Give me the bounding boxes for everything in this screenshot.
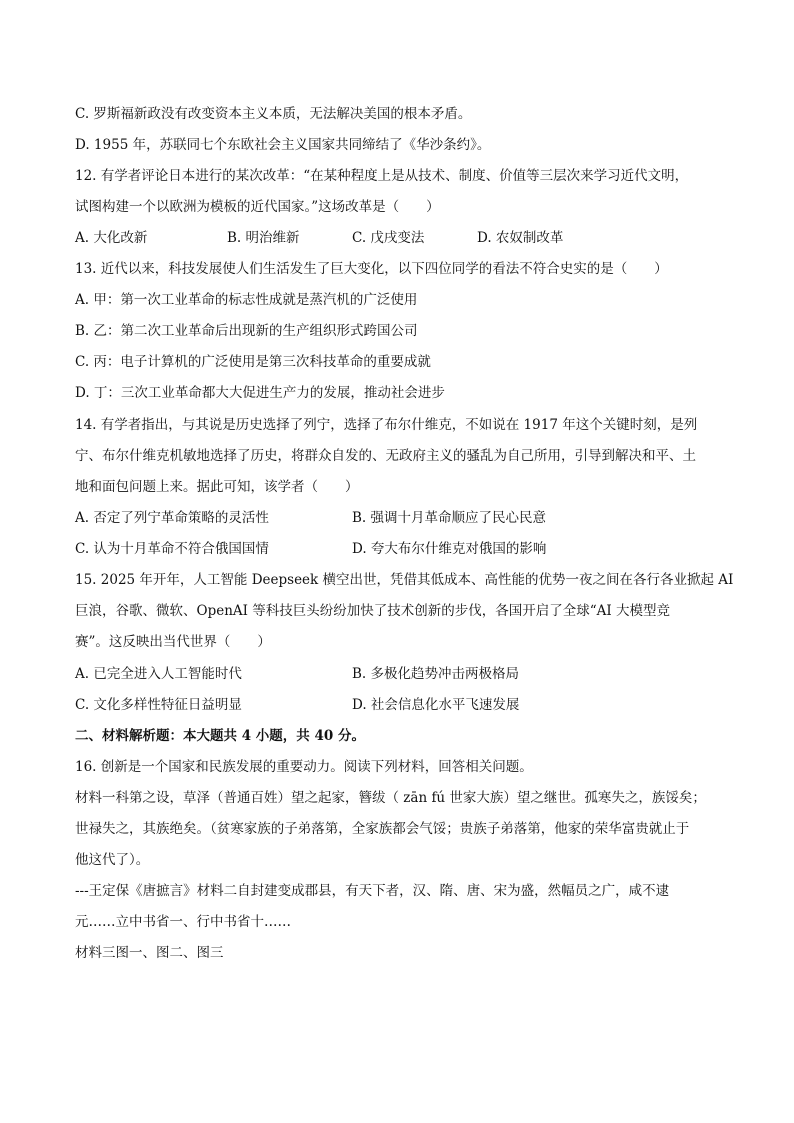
q15-stem-line1: 15. 2025 年开年，人工智能 Deepseek 横空出世，凭借其低成本、高性能的优势一夜之间在各行各业掀起 AI [75, 572, 734, 588]
q12-option-d: D. 农奴制改革 [477, 230, 564, 246]
q12-stem-line1: 12. 有学者评论日本进行的某次改革：“在某种程度上是从技术、制度、价值等三层次来学习近代文明， [75, 168, 689, 184]
q15-stem-line3: 赛”。这反映出当代世界（ ） [75, 634, 271, 650]
q16-material2-line1: ---王定保《唐摭言》材料二自封建变成郡县，有天下者，汉、隋、唐、宋为盛，然幅员之广，咸不逮 [75, 883, 670, 899]
q16-material1-line2: 世禄失之，其族绝矣。（贫寒家族的子弟落第，全家族都会气馁；贵族子弟落第，他家的荣华富贵就止于 [75, 821, 690, 837]
q15-option-a: A. 已完全进入人工智能时代 [75, 666, 242, 682]
q14-option-d: D. 夸大布尔什维克对俄国的影响 [352, 541, 547, 557]
q16-material1-line3: 他这代了）。 [75, 852, 150, 868]
q13-stem: 13. 近代以来，科技发展使人们生活发生了巨大变化，以下四位同学的看法不符合史实的是（ ） [75, 261, 668, 277]
q13-option-b: B. 乙：第二次工业革命后出现新的生产组织形式跨国公司 [75, 323, 418, 339]
q15-option-b: B. 多极化趋势冲击两极格局 [352, 666, 520, 682]
q14-stem-line3: 地和面包问题上来。据此可知，该学者（ ） [75, 479, 359, 495]
q14-option-c: C. 认为十月革命不符合俄国国情 [75, 541, 269, 557]
q15-option-d: D. 社会信息化水平飞速发展 [352, 697, 520, 713]
q16-material3: 材料三图一、图二、图三 [75, 945, 224, 961]
q15-option-c: C. 文化多样性特征日益明显 [75, 697, 242, 713]
q16-material2-line2: 元……立中书省一、行中书省十…… [75, 914, 291, 930]
q13-option-c: C. 丙：电子计算机的广泛使用是第三次科技革命的重要成就 [75, 354, 431, 370]
q14-stem-line1: 14. 有学者指出，与其说是历史选择了列宁，选择了布尔什维克，不如说在 1917 年这个关键时刻，是列 [75, 417, 698, 433]
q16-stem: 16. 创新是一个国家和民族发展的重要动力。阅读下列材料，回答相关问题。 [75, 759, 533, 775]
section2-heading: 二、材料解析题：本大题共 4 小题，共 40 分。 [75, 728, 365, 744]
q13-option-a: A. 甲：第一次工业革命的标志性成就是蒸汽机的广泛使用 [75, 292, 418, 308]
q12-option-c: C. 戊戌变法 [352, 230, 425, 246]
q16-material1-line1: 材料一科第之设，草泽（普通百姓）望之起家，簪绂（ zān fú 世家大族）望之继世。孤寒失之，族馁矣； [75, 790, 706, 806]
q13-option-d: D. 丁：三次工业革命都大大促进生产力的发展，推动社会进步 [75, 385, 445, 401]
q12-option-b: B. 明治维新 [227, 230, 300, 246]
q15-stem-line2: 巨浪，谷歌、微软、OpenAI 等科技巨头纷纷加快了技术创新的步伐，各国开启了全球“AI 大模型竞 [75, 603, 671, 619]
q14-option-a: A. 否定了列宁革命策略的灵活性 [75, 510, 269, 526]
q14-stem-line2: 宁、布尔什维克机敏地选择了历史，将群众自发的、无政府主义的骚乱为自己所用，引导到解决和平、土 [75, 448, 696, 464]
q12-stem-line2: 试图构建一个以欧洲为模板的近代国家。”这场改革是（ ） [75, 199, 440, 215]
q11-option-c: C. 罗斯福新政没有改变资本主义本质，无法解决美国的根本矛盾。 [75, 106, 472, 122]
q11-option-d: D. 1955 年，苏联同七个东欧社会主义国家共同缔结了《华沙条约》。 [75, 137, 491, 153]
q12-option-a: A. 大化改新 [75, 230, 148, 246]
q14-option-b: B. 强调十月革命顺应了民心民意 [352, 510, 547, 526]
